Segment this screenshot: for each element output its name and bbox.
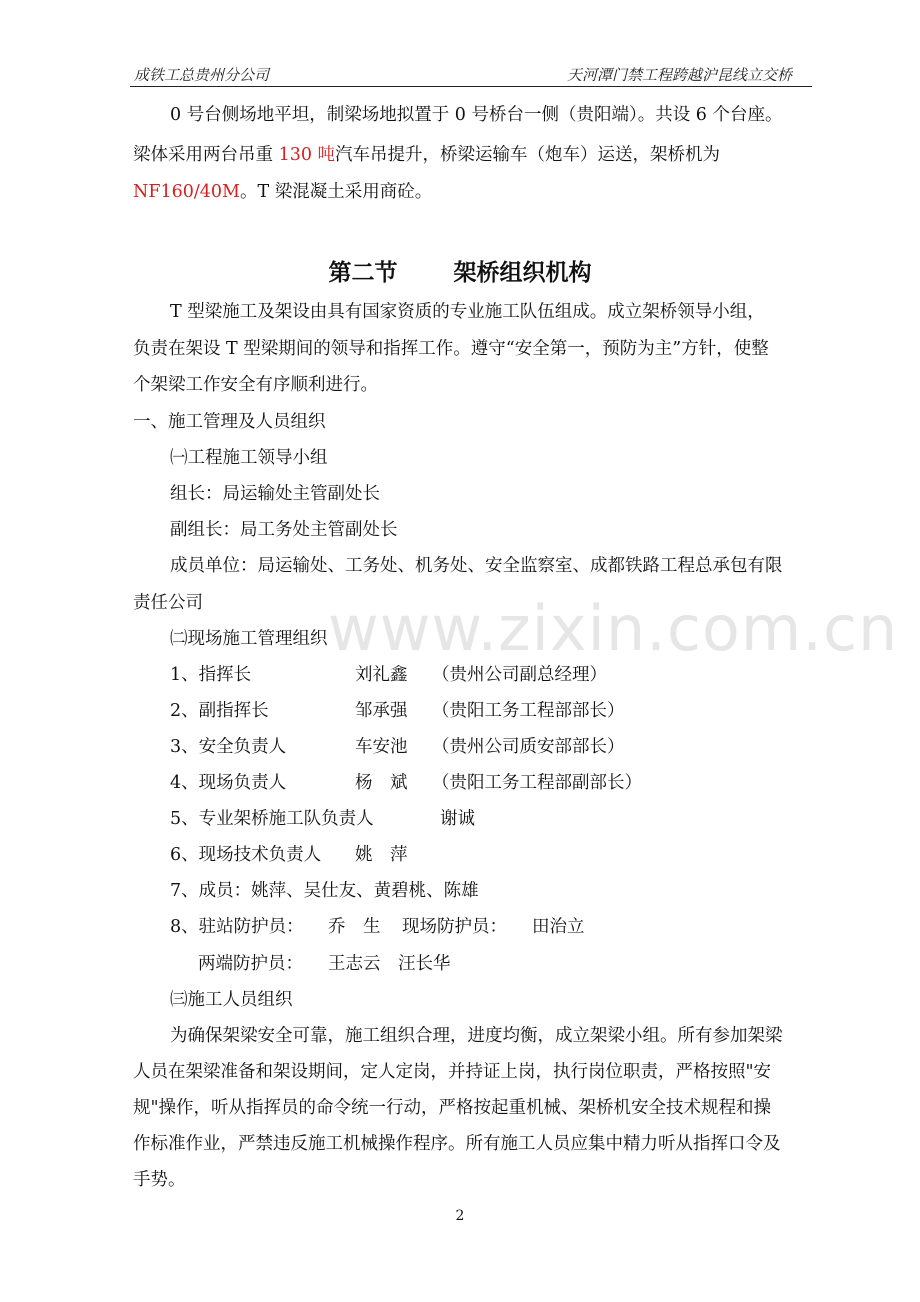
row-post: （贵州公司副总经理） [432, 665, 607, 685]
row-post: （贵阳工务工程部副部长） [432, 773, 642, 793]
row-role: 6、现场技术负责人 [170, 845, 322, 865]
watermark: www.zixin.com.cn [328, 592, 899, 665]
row-role: 两端防护员： [198, 954, 303, 974]
row-role: 1、指挥长 [170, 665, 252, 685]
group1-members-line-2: 责任公司 [133, 593, 203, 613]
para1-line-2: 负责在架设 T 型梁期间的领导和指挥工作。遵守“安全第一，预防为主”方针，使整 [133, 339, 769, 359]
bridge-machine-model-highlight: NF160/40M [133, 182, 240, 202]
intro-line-2b: 汽车吊提升，桥梁运输车（炮车）运送，架桥机为 [335, 145, 721, 165]
row-names: 王志云 汪长华 [328, 954, 451, 974]
members-row: 7、成员：姚萍、吴仕友、黄碧桃、陈雄 [170, 881, 479, 901]
row-role: 8、驻站防护员： [170, 917, 304, 937]
row-role-2: 现场防护员： [402, 917, 507, 937]
header-divider [130, 86, 812, 87]
section-number: 第二节 [328, 260, 398, 286]
page-number: 2 [455, 1208, 465, 1224]
section-title [0, 254, 920, 287]
table-row [170, 771, 642, 795]
intro-line-3 [133, 180, 432, 204]
group3-line-1: 为确保架梁安全可靠，施工组织合理，进度均衡，成立架梁小组。所有参加架梁 [170, 1026, 783, 1046]
row-name-2: 田治立 [532, 917, 585, 937]
row-name: 乔 生 [328, 917, 381, 937]
intro-line-2 [133, 143, 720, 167]
group2-title: ㈡现场施工管理组织 [170, 629, 328, 649]
group1-deputy: 副组长：局工务处主管副处长 [170, 520, 398, 540]
group3-line-4: 作标准作业，严禁违反施工机械操作程序。所有施工人员应集中精力听从指挥口令及 [133, 1134, 781, 1154]
row-role: 4、现场负责人 [170, 773, 287, 793]
table-row [170, 699, 625, 723]
para1-line-1: T 型梁施工及架设由具有国家资质的专业施工队伍组成。成立架桥领导小组， [170, 302, 765, 322]
group1-leader: 组长：局运输处主管副处长 [170, 484, 380, 504]
group3-line-5: 手势。 [133, 1170, 186, 1190]
row-name: 刘礼鑫 [355, 665, 408, 685]
row-name: 邹承强 [355, 701, 408, 721]
row-name: 车安池 [355, 737, 408, 757]
row-role: 3、安全负责人 [170, 737, 287, 757]
crane-capacity-highlight: 130 吨 [278, 145, 336, 165]
intro-line-2a: 梁体采用两台吊重 [133, 145, 279, 165]
row-post: （贵州公司质安部部长） [432, 737, 625, 757]
group3-line-3: 规"操作，听从指挥员的命令统一行动，严格按起重机械、架桥机安全技术规程和操 [133, 1098, 772, 1118]
table-row [170, 735, 625, 759]
para1-line-3: 个架梁工作安全有序顺利进行。 [133, 375, 378, 395]
group3-title: ㈢施工人员组织 [170, 990, 293, 1010]
intro-line-3b: 。T 梁混凝土采用商砼。 [239, 182, 433, 202]
group1-title: ㈠工程施工领导小组 [170, 448, 328, 468]
row-name: 杨 斌 [355, 773, 408, 793]
row-name: 姚 萍 [355, 845, 408, 865]
heading-1: 一、施工管理及人员组织 [133, 412, 326, 432]
table-row [170, 843, 408, 867]
guard-row [170, 915, 585, 939]
guard-row-2 [198, 952, 451, 976]
row-post: （贵阳工务工程部部长） [432, 701, 625, 721]
group3-line-2: 人员在架梁准备和架设期间，定人定岗，并持证上岗，执行岗位职责，严格按照"安 [133, 1062, 772, 1082]
section-heading: 架桥组织机构 [453, 260, 592, 286]
row-role: 2、副指挥长 [170, 701, 269, 721]
header-left: 成铁工总贵州分公司 [134, 66, 270, 84]
table-row [170, 663, 607, 687]
row-role: 5、专业架桥施工队负责人 [170, 809, 374, 829]
row-name: 谢诚 [440, 809, 475, 829]
header-right: 天河潭门禁工程跨越沪昆线立交桥 [566, 66, 792, 84]
table-row [170, 807, 475, 831]
group1-members-line-1: 成员单位：局运输处、工务处、机务处、安全监察室、成都铁路工程总承包有限 [170, 556, 783, 576]
intro-line-1: 0 号台侧场地平坦，制梁场地拟置于 0 号桥台一侧（贵阳端）。共设 6 个台座。 [170, 105, 783, 125]
